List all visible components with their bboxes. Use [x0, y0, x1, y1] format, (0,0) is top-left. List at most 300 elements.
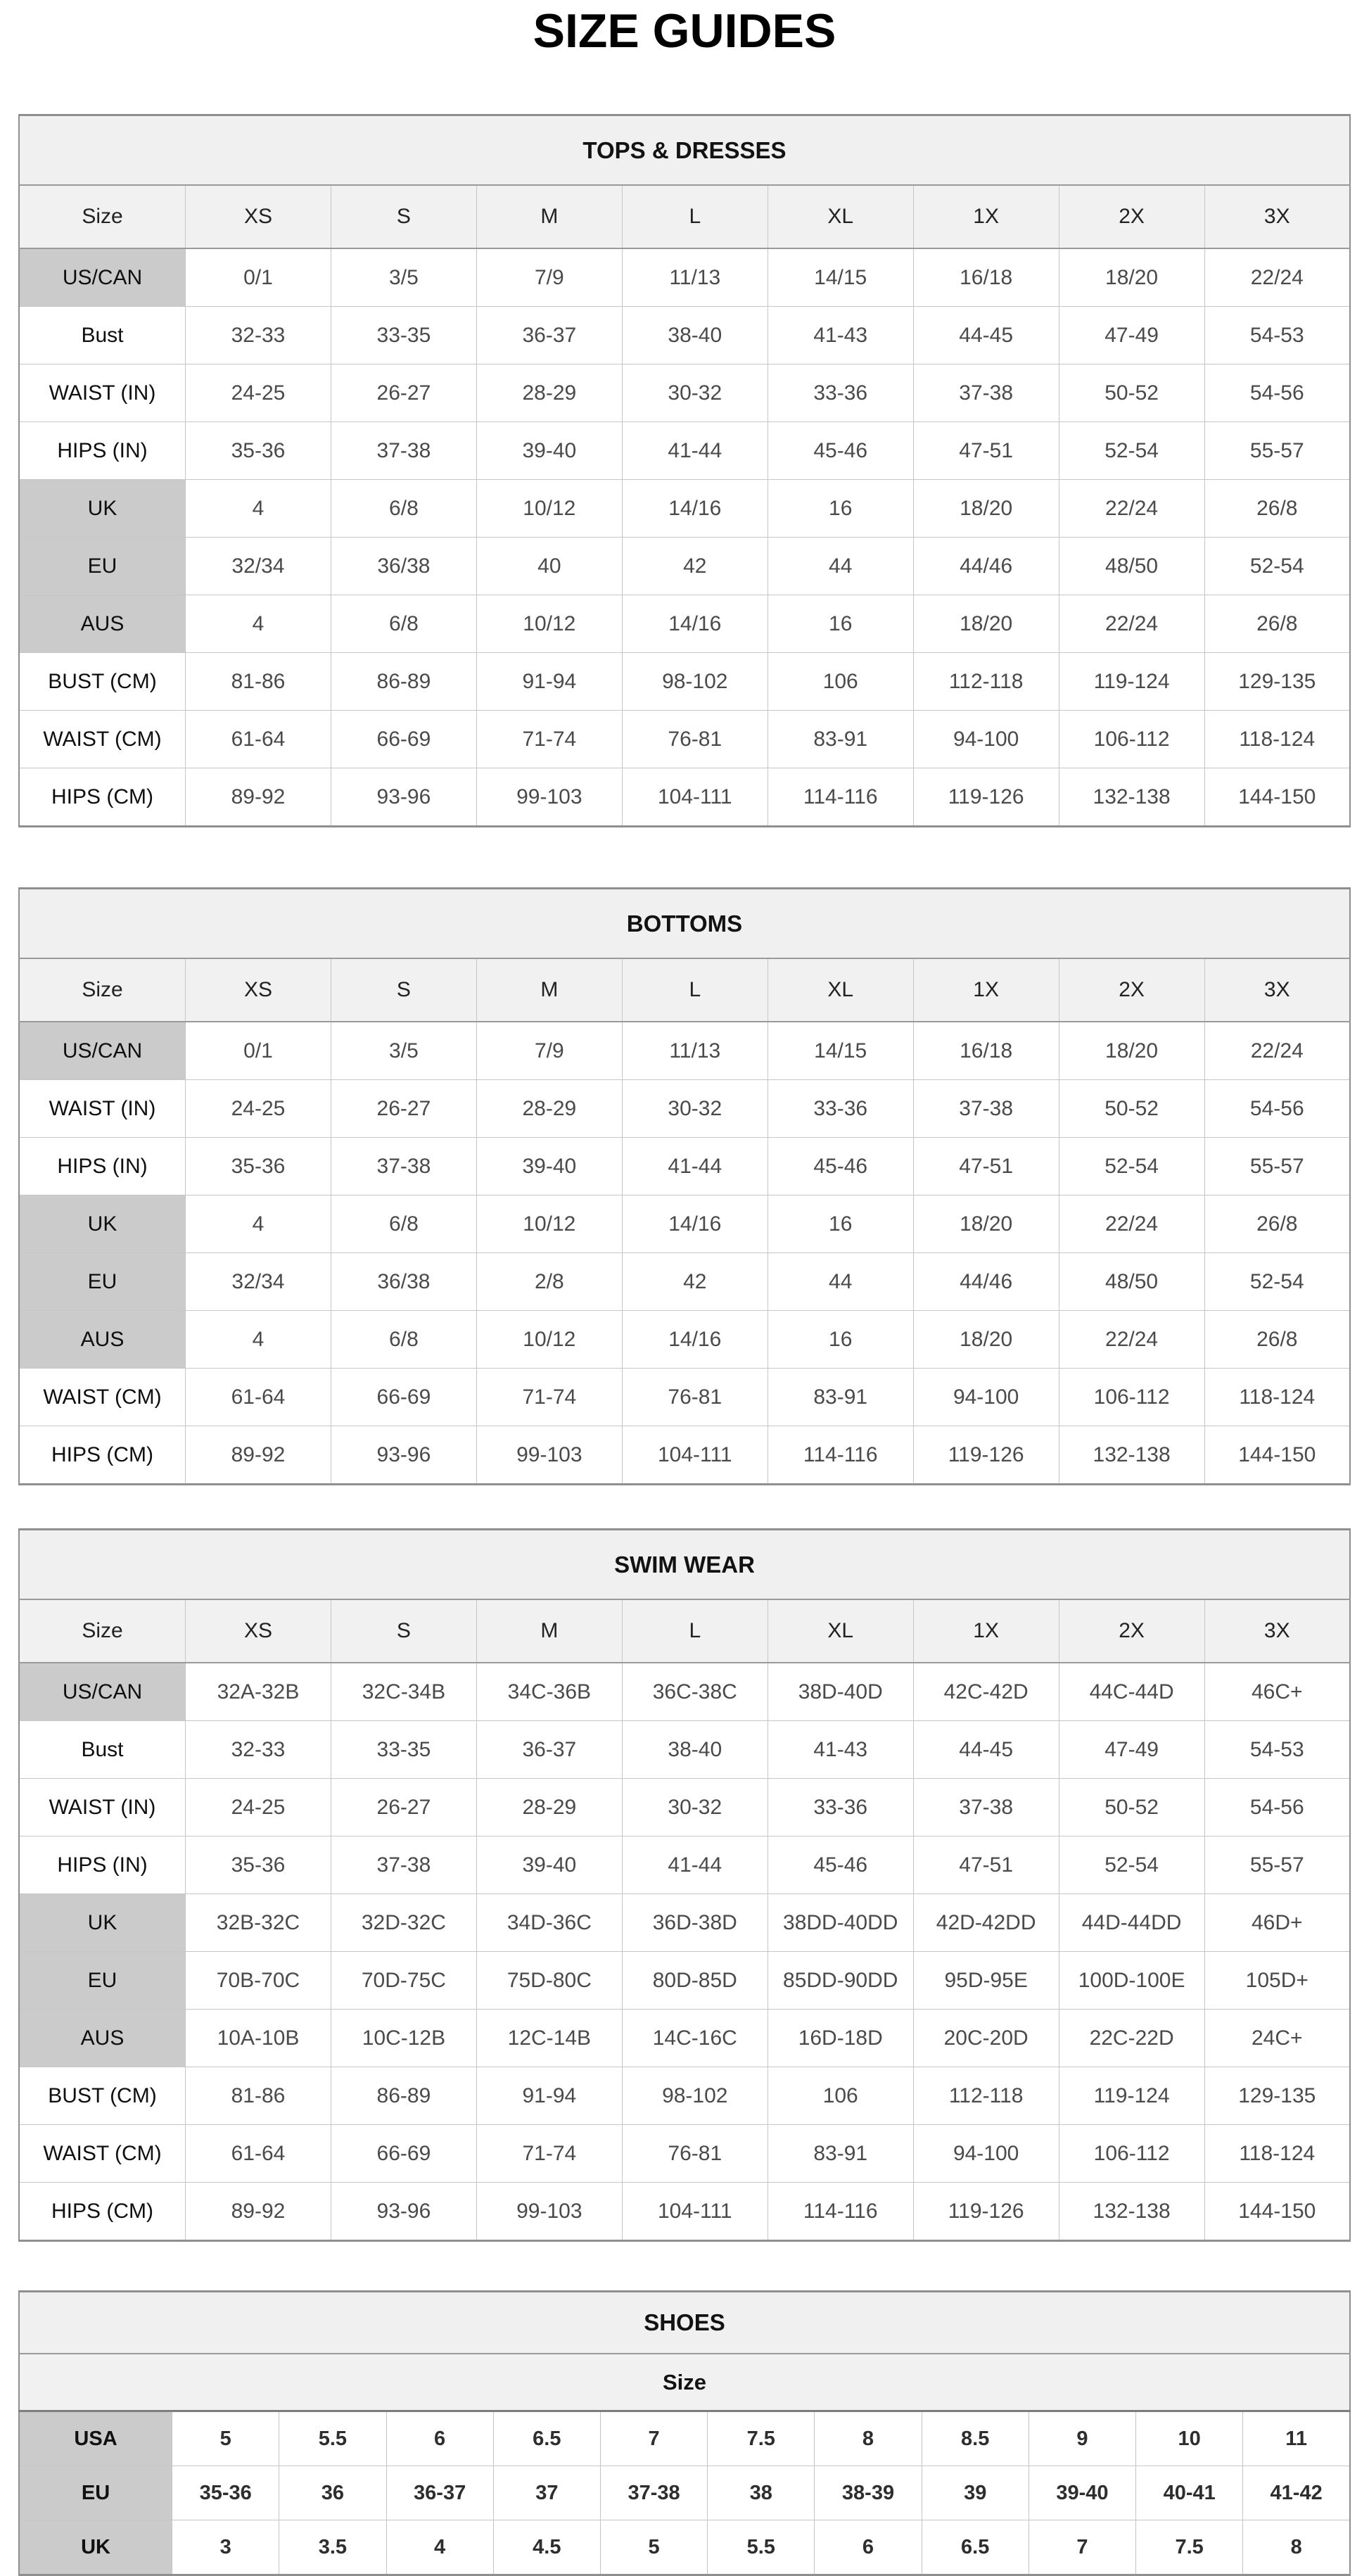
size-cell: 71-74: [476, 2125, 622, 2183]
size-cell: 36/38: [331, 1253, 476, 1311]
size-cell: 94-100: [913, 1369, 1059, 1426]
size-cell: 98-102: [622, 653, 768, 711]
size-cell: 91-94: [476, 653, 622, 711]
size-cell: 8.5: [922, 2411, 1029, 2466]
size-cell: 52-54: [1204, 1253, 1350, 1311]
table-row: [19, 711, 1350, 768]
size-cell: 22/24: [1059, 595, 1204, 653]
size-cell: 104-111: [622, 768, 768, 827]
size-cell: 44C-44D: [1059, 1663, 1204, 1721]
size-cell: 40-41: [1136, 2466, 1243, 2520]
size-cell: 16/18: [913, 248, 1059, 307]
table-row: [19, 2010, 1350, 2067]
size-cell: 129-135: [1204, 2067, 1350, 2125]
size-cell: 5.5: [279, 2411, 386, 2466]
size-cell: 50-52: [1059, 1080, 1204, 1138]
table-row: [19, 422, 1350, 480]
column-header: L: [622, 958, 768, 1022]
table-row: [19, 1952, 1350, 2010]
row-label: EU: [19, 2466, 172, 2520]
size-cell: 10A-10B: [186, 2010, 331, 2067]
size-cell: 45-46: [768, 422, 913, 480]
size-cell: 0/1: [186, 248, 331, 307]
size-cell: 144-150: [1204, 2183, 1350, 2241]
row-label: EU: [19, 1952, 186, 2010]
size-cell: 52-54: [1059, 1138, 1204, 1195]
column-header-row: [19, 958, 1350, 1022]
size-cell: 41-44: [622, 422, 768, 480]
size-cell: 52-54: [1059, 1836, 1204, 1894]
size-cell: 89-92: [186, 1426, 331, 1485]
size-cell: 100D-100E: [1059, 1952, 1204, 2010]
size-cell: 81-86: [186, 2067, 331, 2125]
column-header: XL: [768, 958, 913, 1022]
size-cell: 11: [1243, 2411, 1350, 2466]
size-cell: 36C-38C: [622, 1663, 768, 1721]
size-cell: 41-44: [622, 1836, 768, 1894]
column-header: 3X: [1204, 1599, 1350, 1663]
size-cell: 47-51: [913, 1138, 1059, 1195]
size-cell: 16: [768, 480, 913, 538]
column-header: XS: [186, 185, 331, 248]
size-cell: 44/46: [913, 538, 1059, 595]
size-cell: 39-40: [1029, 2466, 1135, 2520]
size-cell: 36/38: [331, 538, 476, 595]
size-cell: 66-69: [331, 1369, 476, 1426]
size-cell: 26/8: [1204, 1311, 1350, 1369]
size-cell: 5: [172, 2411, 279, 2466]
size-cell: 38-40: [622, 307, 768, 364]
size-cell: 7: [1029, 2520, 1135, 2575]
table-row: [19, 1663, 1350, 1721]
size-table-bottoms: [18, 887, 1351, 1485]
size-cell: 16: [768, 1195, 913, 1253]
size-cell: 39: [922, 2466, 1029, 2520]
table-row: [19, 2466, 1350, 2520]
size-cell: 41-43: [768, 1721, 913, 1779]
shoes-section: [18, 2290, 1351, 2576]
table-row: [19, 768, 1350, 827]
column-header: M: [476, 1599, 622, 1663]
row-label: HIPS (CM): [19, 768, 186, 827]
size-cell: 42: [622, 1253, 768, 1311]
size-cell: 36-37: [476, 1721, 622, 1779]
size-cell: 22C-22D: [1059, 2010, 1204, 2067]
size-cell: 32/34: [186, 1253, 331, 1311]
size-cell: 112-118: [913, 653, 1059, 711]
size-cell: 105D+: [1204, 1952, 1350, 2010]
size-cell: 35-36: [186, 1836, 331, 1894]
size-cell: 24-25: [186, 364, 331, 422]
size-cell: 12C-14B: [476, 2010, 622, 2067]
size-cell: 34D-36C: [476, 1894, 622, 1952]
size-cell: 119-124: [1059, 653, 1204, 711]
size-cell: 86-89: [331, 653, 476, 711]
column-header: S: [331, 185, 476, 248]
size-cell: 106: [768, 653, 913, 711]
column-header: L: [622, 1599, 768, 1663]
size-cell: 36-37: [476, 307, 622, 364]
size-cell: 89-92: [186, 768, 331, 827]
size-cell: 47-49: [1059, 1721, 1204, 1779]
size-cell: 46C+: [1204, 1663, 1350, 1721]
size-cell: 35-36: [186, 422, 331, 480]
page-title: SIZE GUIDES: [533, 4, 836, 58]
size-cell: 50-52: [1059, 1779, 1204, 1836]
size-cell: 38DD-40DD: [768, 1894, 913, 1952]
column-header: M: [476, 185, 622, 248]
size-cell: 18/20: [1059, 1022, 1204, 1080]
column-header: S: [331, 1599, 476, 1663]
size-cell: 6.5: [922, 2520, 1029, 2575]
column-header: 3X: [1204, 185, 1350, 248]
size-cell: 16/18: [913, 1022, 1059, 1080]
size-cell: 104-111: [622, 2183, 768, 2241]
size-cell: 32A-32B: [186, 1663, 331, 1721]
table-row: [19, 1369, 1350, 1426]
table-row: [19, 1426, 1350, 1485]
size-cell: 16: [768, 1311, 913, 1369]
column-header: 1X: [913, 958, 1059, 1022]
size-cell: 76-81: [622, 2125, 768, 2183]
column-header: 2X: [1059, 185, 1204, 248]
size-cell: 61-64: [186, 1369, 331, 1426]
size-cell: 52-54: [1204, 538, 1350, 595]
size-cell: 6.5: [493, 2411, 600, 2466]
size-table-swim-wear: [18, 1528, 1351, 2242]
size-cell: 32-33: [186, 1721, 331, 1779]
size-cell: 71-74: [476, 1369, 622, 1426]
size-cell: 80D-85D: [622, 1952, 768, 2010]
size-cell: 94-100: [913, 2125, 1059, 2183]
size-cell: 22/24: [1059, 1195, 1204, 1253]
size-cell: 44D-44DD: [1059, 1894, 1204, 1952]
size-cell: 44: [768, 1253, 913, 1311]
size-cell: 42C-42D: [913, 1663, 1059, 1721]
column-header-size: Size: [19, 958, 186, 1022]
size-cell: 33-36: [768, 1080, 913, 1138]
table-row: [19, 2183, 1350, 2241]
size-cell: 85DD-90DD: [768, 1952, 913, 2010]
table-row: [19, 538, 1350, 595]
row-label: HIPS (IN): [19, 1836, 186, 1894]
size-cell: 75D-80C: [476, 1952, 622, 2010]
size-cell: 5.5: [708, 2520, 815, 2575]
size-cell: 39-40: [476, 422, 622, 480]
size-cell: 14/16: [622, 1195, 768, 1253]
size-cell: 144-150: [1204, 1426, 1350, 1485]
column-header-row: [19, 1599, 1350, 1663]
size-cell: 10/12: [476, 595, 622, 653]
row-label: HIPS (IN): [19, 422, 186, 480]
size-cell: 24-25: [186, 1779, 331, 1836]
size-cell: 104-111: [622, 1426, 768, 1485]
size-cell: 54-56: [1204, 1779, 1350, 1836]
size-cell: 33-35: [331, 1721, 476, 1779]
size-cell: 3/5: [331, 1022, 476, 1080]
table-row: [19, 1836, 1350, 1894]
table-title: SWIM WEAR: [19, 1530, 1350, 1600]
table-title-row: [19, 1530, 1350, 1600]
size-cell: 37-38: [913, 364, 1059, 422]
size-cell: 99-103: [476, 2183, 622, 2241]
size-cell: 30-32: [622, 1080, 768, 1138]
size-cell: 26-27: [331, 1779, 476, 1836]
size-cell: 4: [186, 1311, 331, 1369]
size-cell: 119-126: [913, 1426, 1059, 1485]
size-cell: 3/5: [331, 248, 476, 307]
size-cell: 7.5: [1136, 2520, 1243, 2575]
column-header: 2X: [1059, 958, 1204, 1022]
size-cell: 7/9: [476, 248, 622, 307]
size-cell: 10/12: [476, 480, 622, 538]
table-row: [19, 1311, 1350, 1369]
table-row: [19, 364, 1350, 422]
size-cell: 45-46: [768, 1138, 913, 1195]
size-cell: 44-45: [913, 1721, 1059, 1779]
size-cell: 38-39: [815, 2466, 922, 2520]
row-label: US/CAN: [19, 1663, 186, 1721]
size-cell: 34C-36B: [476, 1663, 622, 1721]
size-cell: 54-56: [1204, 364, 1350, 422]
size-cell: 11/13: [622, 248, 768, 307]
size-cell: 20C-20D: [913, 2010, 1059, 2067]
size-cell: 0/1: [186, 1022, 331, 1080]
size-cell: 35-36: [172, 2466, 279, 2520]
size-cell: 71-74: [476, 711, 622, 768]
size-cell: 114-116: [768, 768, 913, 827]
size-cell: 18/20: [1059, 248, 1204, 307]
size-cell: 33-36: [768, 364, 913, 422]
size-cell: 37: [493, 2466, 600, 2520]
size-cell: 37-38: [331, 1138, 476, 1195]
column-header: S: [331, 958, 476, 1022]
size-cell: 35-36: [186, 1138, 331, 1195]
table-title-row: [19, 115, 1350, 186]
size-cell: 6/8: [331, 1195, 476, 1253]
size-cell: 45-46: [768, 1836, 913, 1894]
size-cell: 22/24: [1204, 248, 1350, 307]
size-cell: 83-91: [768, 2125, 913, 2183]
size-cell: 14/15: [768, 248, 913, 307]
table-row: [19, 480, 1350, 538]
row-label: Bust: [19, 307, 186, 364]
size-cell: 41-44: [622, 1138, 768, 1195]
table-row: [19, 2067, 1350, 2125]
size-cell: 42: [622, 538, 768, 595]
size-cell: 6/8: [331, 595, 476, 653]
size-cell: 22/24: [1059, 480, 1204, 538]
size-cell: 39-40: [476, 1836, 622, 1894]
size-cell: 66-69: [331, 711, 476, 768]
row-label: AUS: [19, 1311, 186, 1369]
size-cell: 47-51: [913, 1836, 1059, 1894]
table-row: [19, 653, 1350, 711]
size-cell: 36-37: [386, 2466, 493, 2520]
size-cell: 5: [600, 2520, 707, 2575]
size-cell: 119-126: [913, 768, 1059, 827]
table-row: [19, 307, 1350, 364]
size-cell: 2/8: [476, 1253, 622, 1311]
size-cell: 16D-18D: [768, 2010, 913, 2067]
size-cell: 48/50: [1059, 538, 1204, 595]
row-label: UK: [19, 1894, 186, 1952]
size-cell: 14/16: [622, 1311, 768, 1369]
size-cell: 42D-42DD: [913, 1894, 1059, 1952]
size-cell: 10C-12B: [331, 2010, 476, 2067]
size-cell: 38D-40D: [768, 1663, 913, 1721]
size-cell: 99-103: [476, 1426, 622, 1485]
size-cell: 7: [600, 2411, 707, 2466]
size-cell: 70D-75C: [331, 1952, 476, 2010]
size-cell: 6/8: [331, 1311, 476, 1369]
size-cell: 36: [279, 2466, 386, 2520]
size-cell: 94-100: [913, 711, 1059, 768]
row-label: WAIST (CM): [19, 1369, 186, 1426]
size-cell: 37-38: [331, 422, 476, 480]
size-cell: 26/8: [1204, 595, 1350, 653]
column-header-size: Size: [19, 1599, 186, 1663]
table-subheader: Size: [19, 2354, 1350, 2411]
table-row: [19, 1253, 1350, 1311]
size-cell: 132-138: [1059, 768, 1204, 827]
size-cell: 4.5: [493, 2520, 600, 2575]
row-label: WAIST (CM): [19, 2125, 186, 2183]
size-cell: 24-25: [186, 1080, 331, 1138]
row-label: HIPS (CM): [19, 2183, 186, 2241]
size-cell: 37-38: [913, 1080, 1059, 1138]
size-cell: 44/46: [913, 1253, 1059, 1311]
size-cell: 106: [768, 2067, 913, 2125]
size-cell: 8: [815, 2411, 922, 2466]
size-cell: 70B-70C: [186, 1952, 331, 2010]
size-cell: 28-29: [476, 364, 622, 422]
size-cell: 39-40: [476, 1138, 622, 1195]
size-cell: 38: [708, 2466, 815, 2520]
row-label: AUS: [19, 595, 186, 653]
table-row: [19, 1080, 1350, 1138]
size-cell: 83-91: [768, 1369, 913, 1426]
size-cell: 18/20: [913, 595, 1059, 653]
row-label: EU: [19, 538, 186, 595]
size-cell: 144-150: [1204, 768, 1350, 827]
table-row: [19, 1195, 1350, 1253]
size-cell: 118-124: [1204, 1369, 1350, 1426]
size-cell: 26-27: [331, 364, 476, 422]
column-header: XL: [768, 1599, 913, 1663]
table-row: [19, 2520, 1350, 2575]
size-cell: 37-38: [331, 1836, 476, 1894]
size-cell: 132-138: [1059, 2183, 1204, 2241]
size-cell: 18/20: [913, 1311, 1059, 1369]
table-row: [19, 248, 1350, 307]
size-cell: 11/13: [622, 1022, 768, 1080]
size-cell: 3: [172, 2520, 279, 2575]
size-cell: 36D-38D: [622, 1894, 768, 1952]
size-cell: 86-89: [331, 2067, 476, 2125]
size-cell: 76-81: [622, 1369, 768, 1426]
size-cell: 18/20: [913, 1195, 1059, 1253]
size-cell: 41-43: [768, 307, 913, 364]
table-row: [19, 1721, 1350, 1779]
size-cell: 118-124: [1204, 2125, 1350, 2183]
size-cell: 93-96: [331, 1426, 476, 1485]
size-cell: 16: [768, 595, 913, 653]
size-cell: 38-40: [622, 1721, 768, 1779]
size-cell: 32-33: [186, 307, 331, 364]
size-table-shoes: [18, 2290, 1351, 2576]
table-title-row: [19, 889, 1350, 959]
size-cell: 8: [1243, 2520, 1350, 2575]
row-label: UK: [19, 480, 186, 538]
row-label: Bust: [19, 1721, 186, 1779]
size-cell: 7/9: [476, 1022, 622, 1080]
row-label: BUST (CM): [19, 2067, 186, 2125]
size-cell: 14/16: [622, 595, 768, 653]
size-cell: 112-118: [913, 2067, 1059, 2125]
size-cell: 30-32: [622, 1779, 768, 1836]
row-label: UK: [19, 2520, 172, 2575]
size-cell: 22/24: [1059, 1311, 1204, 1369]
column-header: XS: [186, 958, 331, 1022]
size-cell: 37-38: [913, 1779, 1059, 1836]
column-header-size: Size: [19, 185, 186, 248]
size-cell: 6: [386, 2411, 493, 2466]
size-cell: 55-57: [1204, 422, 1350, 480]
size-cell: 106-112: [1059, 2125, 1204, 2183]
size-cell: 55-57: [1204, 1836, 1350, 1894]
size-cell: 46D+: [1204, 1894, 1350, 1952]
size-cell: 10/12: [476, 1195, 622, 1253]
size-table-tops-dresses: [18, 114, 1351, 827]
row-label: HIPS (IN): [19, 1138, 186, 1195]
size-cell: 10/12: [476, 1311, 622, 1369]
table-title: TOPS & DRESSES: [19, 115, 1350, 186]
size-cell: 14/15: [768, 1022, 913, 1080]
size-cell: 47-51: [913, 422, 1059, 480]
size-cell: 48/50: [1059, 1253, 1204, 1311]
size-cell: 22/24: [1204, 1022, 1350, 1080]
size-cell: 76-81: [622, 711, 768, 768]
size-cell: 52-54: [1059, 422, 1204, 480]
size-cell: 91-94: [476, 2067, 622, 2125]
column-header: 3X: [1204, 958, 1350, 1022]
size-cell: 66-69: [331, 2125, 476, 2183]
table-row: [19, 595, 1350, 653]
size-cell: 114-116: [768, 1426, 913, 1485]
table-subheader-row: [19, 2354, 1350, 2411]
size-cell: 4: [186, 595, 331, 653]
size-cell: 26/8: [1204, 480, 1350, 538]
row-label: UK: [19, 1195, 186, 1253]
size-cell: 54-56: [1204, 1080, 1350, 1138]
row-label: USA: [19, 2411, 172, 2466]
row-label: WAIST (CM): [19, 711, 186, 768]
size-cell: 106-112: [1059, 711, 1204, 768]
row-label: US/CAN: [19, 1022, 186, 1080]
size-cell: 54-53: [1204, 307, 1350, 364]
table-row: [19, 2125, 1350, 2183]
size-cell: 18/20: [913, 480, 1059, 538]
size-cell: 14C-16C: [622, 2010, 768, 2067]
size-guides-content: [18, 114, 1351, 2576]
tops-dresses-section: [18, 114, 1351, 827]
size-cell: 81-86: [186, 653, 331, 711]
swim-wear-section: [18, 1528, 1351, 2242]
column-header: 1X: [913, 185, 1059, 248]
size-cell: 89-92: [186, 2183, 331, 2241]
table-row: [19, 1894, 1350, 1952]
